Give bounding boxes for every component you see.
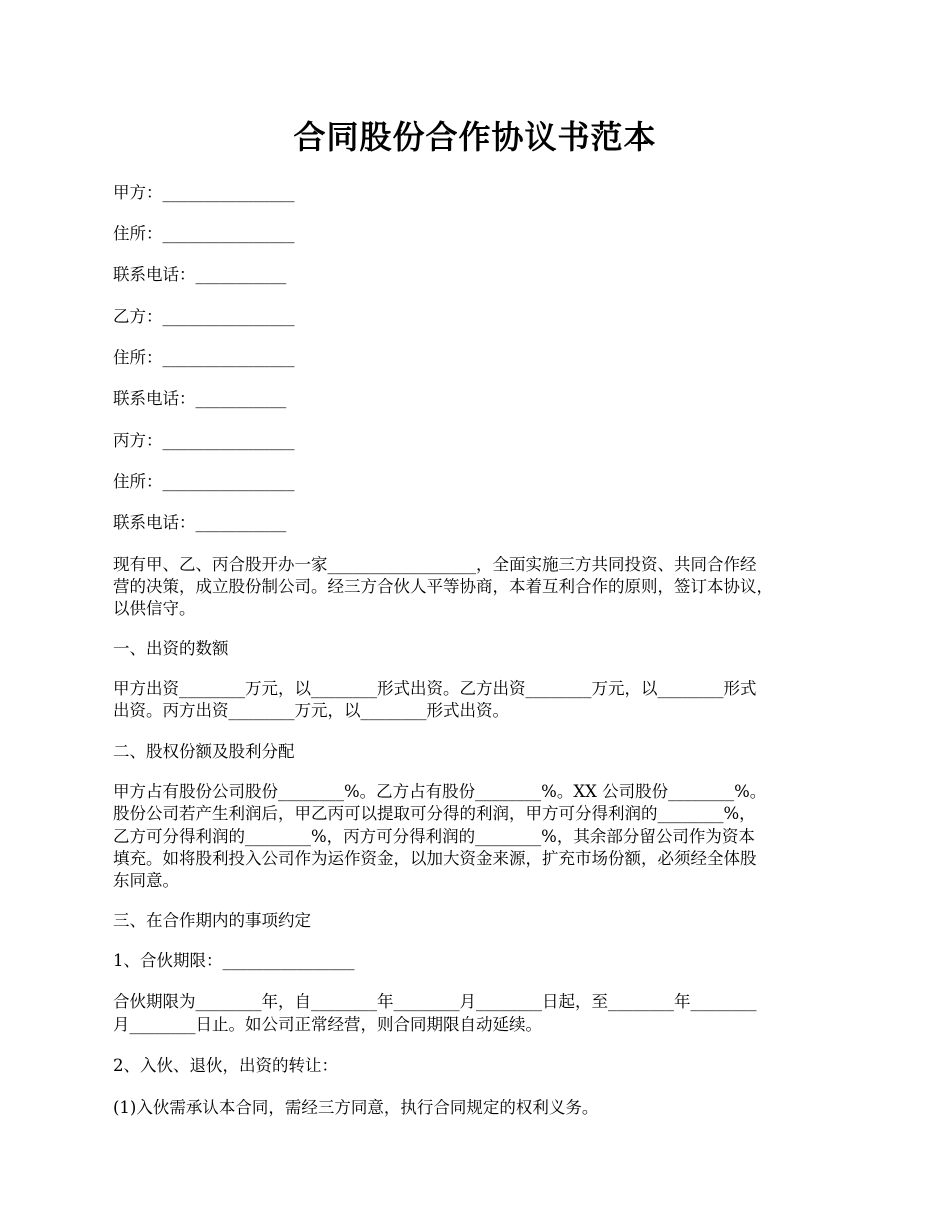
party-c-line: 丙方：________________ bbox=[113, 431, 295, 450]
section2-line: 股份公司若产生利润后，甲乙丙可以提取可分得的利润，甲方可分得利润的________%， bbox=[113, 804, 756, 823]
section2-line: 填充。如将股利投入公司作为运作资金，以加大资金来源，扩充市场份额，必须经全体股 bbox=[113, 849, 757, 868]
item1-line: 月________日止。如公司正常经营，则合同期限自动延续。 bbox=[113, 1015, 542, 1034]
section2-heading: 二、股权份额及股利分配 bbox=[113, 742, 295, 761]
party-a-line: 甲方：________________ bbox=[113, 183, 295, 202]
section1-heading: 一、出资的数额 bbox=[113, 639, 229, 658]
intro-line: 以供信守。 bbox=[113, 599, 196, 618]
intro-line: 现有甲、乙、丙合股开办一家__________________，全面实施三方共同投资、共同合作经 bbox=[113, 555, 757, 574]
section2-line: 乙方可分得利润的________%，丙方可分得利润的________%，其余部分留公司作为资本 bbox=[113, 827, 755, 846]
party-a-address-line: 住所：________________ bbox=[113, 224, 295, 243]
item2-line: (1)入伙需承认本合同，需经三方同意，执行合同规定的权利义务。 bbox=[113, 1098, 599, 1117]
party-a-phone-line: 联系电话：___________ bbox=[113, 265, 287, 284]
party-b-phone-line: 联系电话：___________ bbox=[113, 389, 287, 408]
party-c-address-line: 住所：________________ bbox=[113, 472, 295, 491]
party-c-phone-line: 联系电话：___________ bbox=[113, 513, 287, 532]
item2-heading: 2、入伙、退伙，出资的转让： bbox=[113, 1056, 338, 1075]
section2-line: 甲方占有股份公司股份________%。乙方占有股份________%。XX 公司股份________%。 bbox=[113, 782, 767, 801]
section1-line: 出资。丙方出资________万元，以________形式出资。 bbox=[113, 701, 509, 720]
item1-line: 合伙期限为________年，自________年________月________日起，至________年________ bbox=[113, 992, 757, 1011]
section3-heading: 三、在合作期内的事项约定 bbox=[113, 911, 311, 930]
party-b-address-line: 住所：________________ bbox=[113, 348, 295, 367]
party-b-line: 乙方：________________ bbox=[113, 307, 295, 326]
document-title: 合同股份合作协议书范本 bbox=[293, 118, 657, 156]
item1-heading: 1、合伙期限：________________ bbox=[113, 951, 355, 970]
intro-line: 营的决策，成立股份制公司。经三方合伙人平等协商，本着互利合作的原则，签订本协议， bbox=[113, 577, 773, 596]
section2-line: 东同意。 bbox=[113, 871, 179, 890]
section1-line: 甲方出资________万元，以________形式出资。乙方出资________万元，以________形式 bbox=[113, 679, 757, 698]
